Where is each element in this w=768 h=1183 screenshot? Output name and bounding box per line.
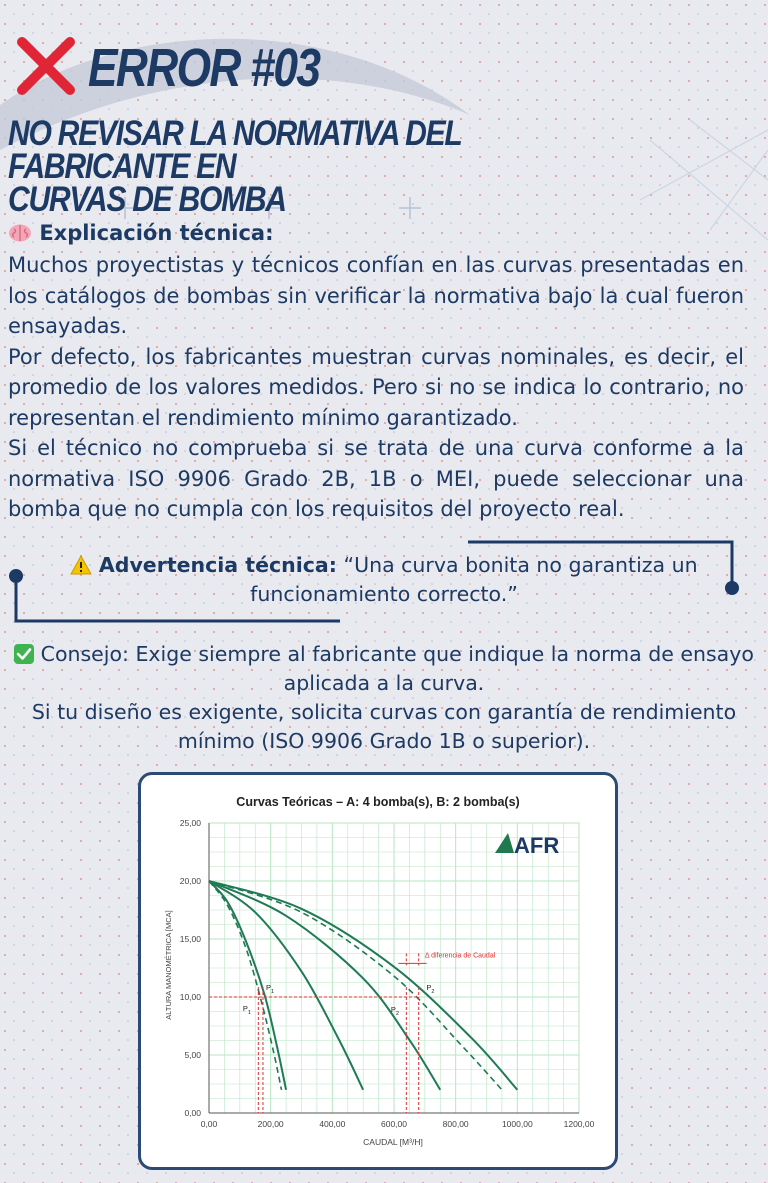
afr-logo: [495, 833, 559, 858]
y-tick-label: 15,00: [179, 934, 201, 944]
point-label: $P_2$: [390, 1005, 399, 1018]
subtitle-line-1: NO REVISAR LA NORMATIVA DEL FABRICANTE EN: [8, 114, 461, 186]
y-tick-label: 10,00: [179, 992, 201, 1002]
tip-callout: [6, 640, 762, 756]
tip-line-2: Si tu diseño es exigente, solicita curvas con garantía de rendimiento mínimo (ISO 9906 Grado 1B o superior).: [31, 700, 737, 753]
y-tick-label: 0,00: [184, 1108, 201, 1118]
y-tick-label: 25,00: [179, 818, 201, 828]
section-heading: [8, 221, 273, 245]
x-tick-label: 400,00: [319, 1119, 346, 1129]
x-tick-label: 0,00: [200, 1119, 218, 1129]
y-tick-label: 5,00: [184, 1050, 201, 1060]
tip-line-1: Consejo: Exige siempre al fabricante que indique la norma de ensayo aplicada a la curva.: [40, 642, 754, 695]
subtitle-line-2: CURVAS DE BOMBA: [8, 180, 286, 219]
x-tick-label: 1200,00: [563, 1119, 595, 1129]
chart-title: Curvas Teóricas – A: 4 bomba(s), B: 2 bomba(s): [236, 795, 520, 809]
x-tick-label: 800,00: [442, 1119, 469, 1129]
brain-icon: [8, 223, 32, 243]
point-label: $P_1$: [266, 983, 275, 996]
pump-curve-dashed: [209, 881, 502, 1090]
section-heading-text: Explicación técnica:: [39, 221, 274, 245]
warning-icon: [70, 555, 92, 575]
logo-text: AFR: [514, 833, 560, 858]
chart-ticks: [180, 818, 595, 1129]
point-label: $P_1$: [242, 1003, 251, 1016]
x-tick-label: 1000,00: [501, 1119, 533, 1129]
warning-label: Advertencia técnica:: [98, 553, 337, 577]
paragraph: Si el técnico no comprueba si se trata de una curva conforme a la normativa ISO 9906 Grado 2B, 1B o MEI, puede seleccionar una bomba que no cumpla con los requisitos del proyecto real.: [8, 436, 744, 521]
chart-card: [138, 772, 618, 1170]
check-icon: [14, 644, 34, 664]
page-subtitle: [8, 114, 627, 219]
pump-curve-chart: [141, 775, 615, 1167]
y-tick-label: 20,00: [179, 876, 201, 886]
close-x-icon: [14, 34, 78, 98]
page-title: ERROR #03: [88, 38, 320, 98]
y-axis-label: ALTURA MANOMÉTRICA [MCA]: [164, 910, 173, 1020]
x-tick-label: 600,00: [381, 1119, 407, 1129]
paragraph: Por defecto, los fabricantes muestran curvas nominales, es decir, el promedio de los valores medidos. Pero si no se indica lo contrario, no representan el rendimiento mínimo garantizado.: [8, 344, 744, 430]
warning-callout: [70, 551, 698, 609]
paragraph: Muchos proyectistas y técnicos confían en las curvas presentadas en los catálogos de bombas sin verificar la normativa bajo la cual fueron ensayadas.: [8, 253, 744, 338]
delta-flow-label: Δ diferencia de Caudal: [424, 952, 496, 960]
x-tick-label: 200,00: [257, 1119, 284, 1129]
x-axis-label: CAUDAL [M³/H]: [363, 1137, 423, 1147]
warning-text: “Una curva bonita no garantiza un funcionamiento correcto.”: [250, 553, 698, 606]
explanation-text: [8, 250, 744, 525]
point-label: $P_2$: [426, 983, 435, 996]
